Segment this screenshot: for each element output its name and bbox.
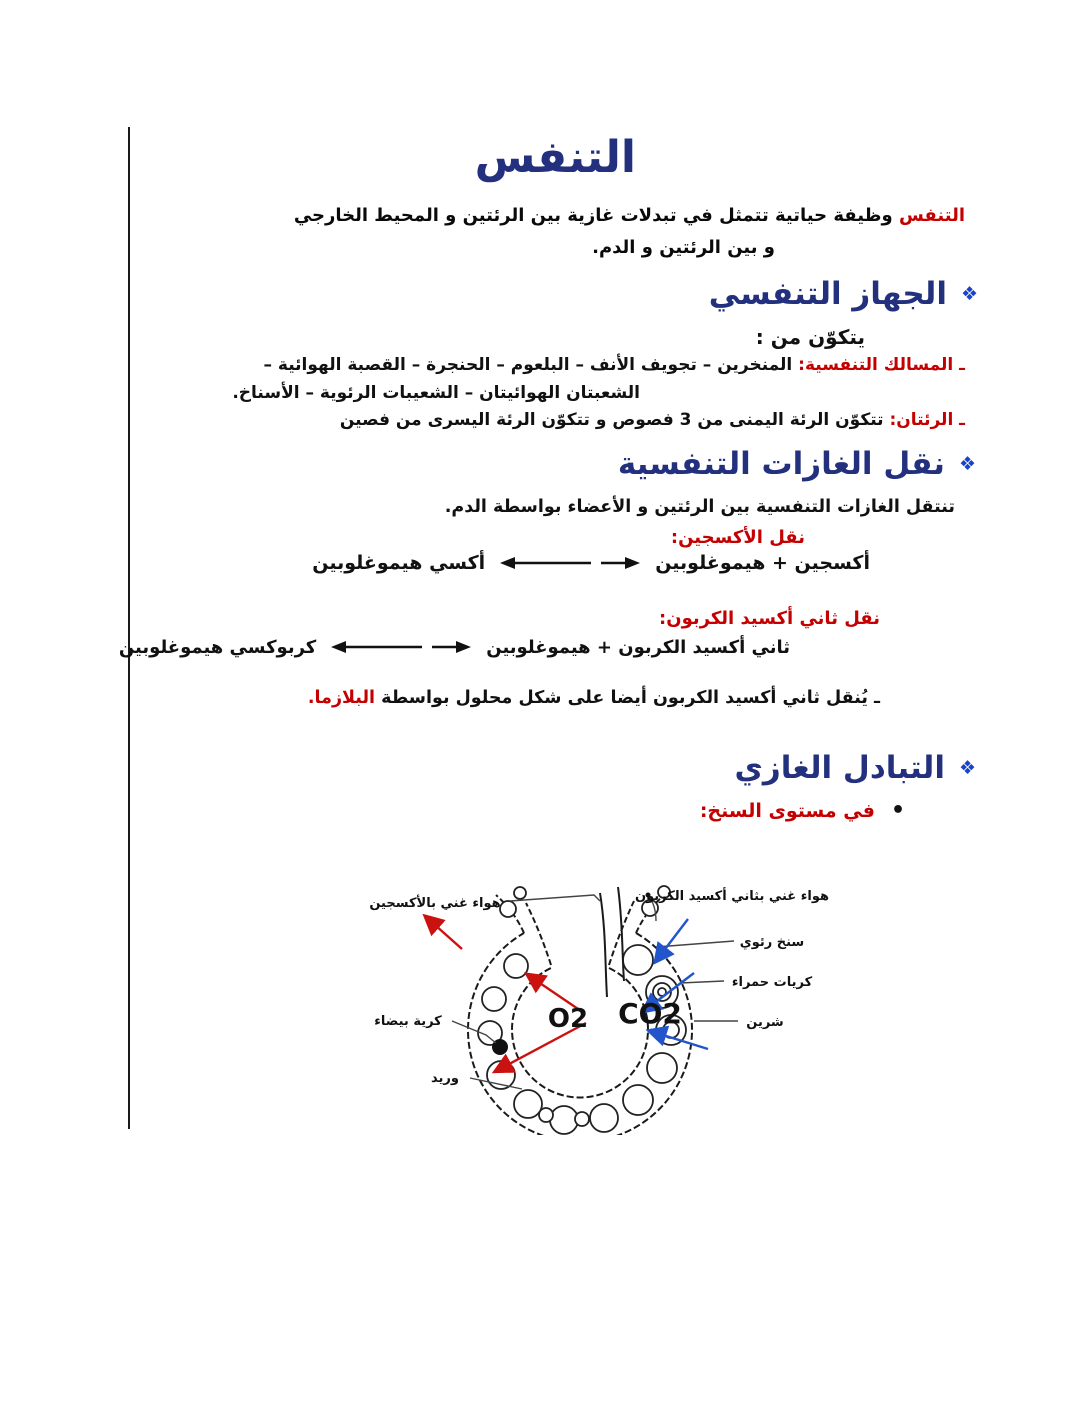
label-vein: وريد (431, 1071, 459, 1086)
section-heading: التبادل الغازي (734, 750, 945, 786)
oxygen-transport-label: نقل الأكسجين: (670, 527, 805, 548)
alveolus-level-subheading (700, 800, 905, 822)
label-red-cells: كريات حمراء (731, 975, 813, 990)
plasma-note-text: ـ يُنقل ثاني أكسيد الكربون أيضا على شكل محلول بواسطة (375, 688, 880, 708)
section-respiratory-system (709, 276, 978, 312)
equation-product: كربوكسي هيموغلوبين (118, 636, 317, 658)
reversible-arrow-icon (326, 636, 476, 658)
co2-symbol: CO2 (618, 997, 682, 1030)
equation-product: أكسي هيموغلوبين (312, 552, 486, 574)
airways-line1 (125, 352, 965, 379)
lungs-line (340, 410, 965, 430)
lungs-text: تتكوّن الرئة اليمنى من 3 فصوص و تتكوّن الرئة اليسرى من فصين (339, 410, 884, 430)
diamond-bullet-icon: ❖ (958, 756, 976, 779)
intro-paragraph (250, 200, 965, 263)
label-arteriole: شرين (746, 1015, 784, 1030)
subheading-text: في مستوى السنخ: (699, 800, 875, 822)
airways-label: ـ المسالك التنفسية: (798, 355, 965, 375)
label-white-cell: كرية بيضاء (374, 1014, 442, 1029)
section-heading: نقل الغازات التنفسية (617, 446, 945, 482)
label-alveolus: سنخ رئوي (739, 935, 805, 950)
oxygen-equation (312, 552, 870, 574)
label-air-co2: هواء غني بثاني أكسيد الكربون (635, 889, 829, 904)
label-air-oxygen: هواء غني بالأكسجين (369, 896, 501, 911)
diamond-bullet-icon: ❖ (958, 452, 976, 475)
airways-items1: المنخرين – تجويف الأنف – البلعوم – الحنجرة – القصبة الهوائية – (263, 355, 793, 375)
alveolus-diagram (350, 875, 830, 1135)
intro-line2: و بين الرئتين و الدم. (592, 236, 775, 258)
intro-line1-rest: وظيفة حياتية تتمثل في تبدلات غازية بين الرئتين و المحيط الخارجي (293, 205, 899, 226)
reversible-arrow-icon (495, 552, 645, 574)
section-gas-transport (618, 446, 976, 482)
plasma-word: البلازما. (307, 688, 376, 708)
co2-equation (119, 636, 790, 658)
co2-transport-label: نقل ثاني أكسيد الكربون: (659, 608, 880, 629)
lungs-label: ـ الرئتان: (889, 410, 965, 430)
intro-lead-word: التنفس (898, 205, 965, 226)
airways-line2: الشعبتان الهوائيتان – الشعيبات الرئوية – الأسناخ. (232, 383, 640, 403)
gas-transport-intro: تنتقل الغازات التنفسية بين الرئتين و الأعضاء بواسطة الدم. (444, 497, 955, 517)
diamond-bullet-icon: ❖ (960, 282, 978, 305)
section-gas-exchange (734, 750, 976, 786)
intro-line1 (250, 200, 965, 232)
compose-label: يتكوّن من : (755, 325, 865, 349)
airway-tube (600, 887, 624, 997)
o2-symbol: O2 (547, 1004, 589, 1034)
dot-bullet-icon: • (890, 798, 905, 823)
section-heading: الجهاز التنفسي (708, 276, 947, 312)
page-title: التنفس (474, 132, 636, 183)
page-margin-line (128, 127, 130, 1129)
plasma-note (308, 688, 880, 708)
equation-reactants: أكسجين + هيموغلوبين (655, 552, 870, 574)
equation-reactants: ثاني أكسيد الكربون + هيموغلوبين (486, 636, 790, 658)
